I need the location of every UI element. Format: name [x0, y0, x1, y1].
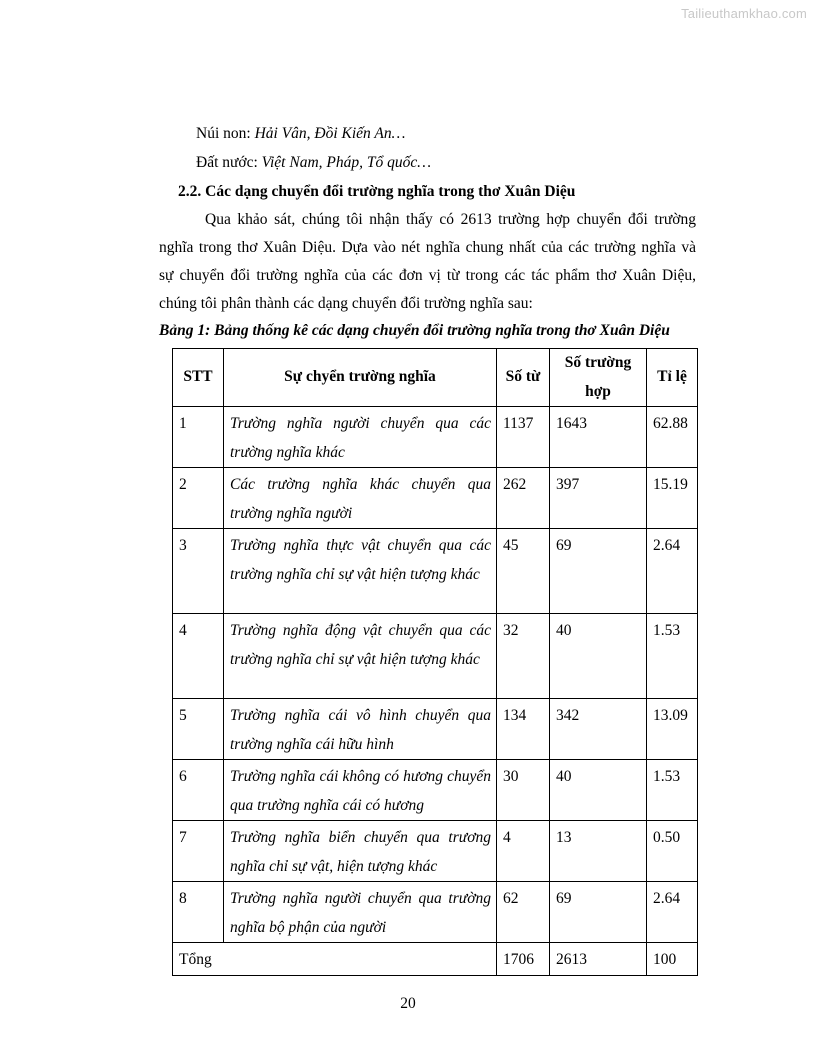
- total-ratio: 100: [647, 943, 698, 976]
- header-word-count: Số từ: [497, 349, 550, 407]
- cell-cases: 397: [550, 468, 647, 529]
- paragraph-line: sự chuyển đổi trường nghĩa của các đơn vị từ trong các tác phẩm thơ Xuân Diệu,: [159, 267, 696, 284]
- total-words: 1706: [497, 943, 550, 976]
- header-transfer: Sự chyển trường nghĩa: [224, 349, 497, 407]
- cell-desc: Trường nghĩa cái không có hương chuyển qua trường nghĩa cái có hương: [224, 760, 497, 821]
- watermark: Tailieuthamkhao.com: [681, 6, 807, 21]
- cell-desc: Trường nghĩa người chuyển qua các trường nghĩa khác: [224, 407, 497, 468]
- cell-desc: Trường nghĩa cái vô hình chuyển qua trường nghĩa cái hữu hình: [224, 699, 497, 760]
- cell-stt: 3: [173, 529, 224, 614]
- table-header-row: [173, 349, 698, 407]
- table-row: [173, 821, 698, 882]
- cell-words: 134: [497, 699, 550, 760]
- cell-words: 4: [497, 821, 550, 882]
- intro-value: Hải Vân, Đồi Kiến An…: [254, 125, 406, 142]
- cell-stt: 8: [173, 882, 224, 943]
- paragraph-line: nghĩa trong thơ Xuân Diệu. Dựa vào nét nghĩa chung nhất của các trường nghĩa và: [159, 239, 696, 256]
- intro-line-mountains: [196, 124, 405, 144]
- table-row: [173, 699, 698, 760]
- intro-label: Núi non:: [196, 125, 255, 142]
- cell-stt: 6: [173, 760, 224, 821]
- cell-desc: Trường nghĩa động vật chuyển qua các trường nghĩa chỉ sự vật hiện tượng khác: [224, 614, 497, 699]
- cell-cases: 40: [550, 614, 647, 699]
- cell-ratio: 1.53: [647, 760, 698, 821]
- cell-ratio: 13.09: [647, 699, 698, 760]
- table-row: [173, 468, 698, 529]
- cell-ratio: 2.64: [647, 882, 698, 943]
- cell-ratio: 62.88: [647, 407, 698, 468]
- cell-stt: 2: [173, 468, 224, 529]
- cell-desc: Trường nghĩa biển chuyển qua trương nghĩa chỉ sự vật, hiện tượng khác: [224, 821, 497, 882]
- cell-words: 45: [497, 529, 550, 614]
- cell-cases: 1643: [550, 407, 647, 468]
- section-heading: 2.2. Các dạng chuyển đổi trường nghĩa trong thơ Xuân Diệu: [178, 183, 576, 200]
- cell-words: 262: [497, 468, 550, 529]
- table-row: [173, 529, 698, 614]
- cell-cases: 40: [550, 760, 647, 821]
- cell-cases: 342: [550, 699, 647, 760]
- cell-words: 30: [497, 760, 550, 821]
- paragraph-line: Qua khảo sát, chúng tôi nhận thấy có 2613 trường hợp chuyển đổi trường: [205, 211, 696, 228]
- cell-words: 32: [497, 614, 550, 699]
- total-label: Tổng: [173, 943, 497, 976]
- table-row: [173, 760, 698, 821]
- cell-desc: Trường nghĩa thực vật chuyển qua các trường nghĩa chỉ sự vật hiện tượng khác: [224, 529, 497, 614]
- table-row: [173, 882, 698, 943]
- intro-line-country: [196, 153, 431, 173]
- header-case-count-line1: Số trường: [564, 354, 632, 371]
- cell-stt: 7: [173, 821, 224, 882]
- header-case-count-line2: hợp: [585, 382, 611, 400]
- cell-ratio: 2.64: [647, 529, 698, 614]
- intro-value: Việt Nam, Pháp, Tổ quốc…: [261, 154, 432, 171]
- page-number: 20: [400, 995, 416, 1012]
- table-row: [173, 614, 698, 699]
- cell-cases: 69: [550, 882, 647, 943]
- cell-words: 62: [497, 882, 550, 943]
- cell-words: 1137: [497, 407, 550, 468]
- cell-ratio: 15.19: [647, 468, 698, 529]
- table-row: [173, 407, 698, 468]
- cell-ratio: 1.53: [647, 614, 698, 699]
- cell-stt: 1: [173, 407, 224, 468]
- paragraph-line: chúng tôi phân thành các dạng chuyển đổi trường nghĩa sau:: [159, 295, 533, 312]
- header-case-count: [550, 349, 647, 407]
- cell-desc: Các trường nghĩa khác chuyển qua trường nghĩa người: [224, 468, 497, 529]
- total-cases: 2613: [550, 943, 647, 976]
- cell-cases: 13: [550, 821, 647, 882]
- statistics-table: [172, 348, 698, 976]
- cell-stt: 4: [173, 614, 224, 699]
- cell-ratio: 0.50: [647, 821, 698, 882]
- cell-desc: Trường nghĩa người chuyển qua trường nghĩa bộ phận của người: [224, 882, 497, 943]
- header-ratio: Tỉ lệ: [647, 349, 698, 407]
- table-caption: Bảng 1: Bảng thống kê các dạng chuyển đổi trường nghĩa trong thơ Xuân Diệu: [159, 322, 670, 339]
- table-total-row: [173, 943, 698, 976]
- cell-cases: 69: [550, 529, 647, 614]
- cell-stt: 5: [173, 699, 224, 760]
- header-stt: STT: [173, 349, 224, 407]
- intro-label: Đất nước:: [196, 154, 262, 171]
